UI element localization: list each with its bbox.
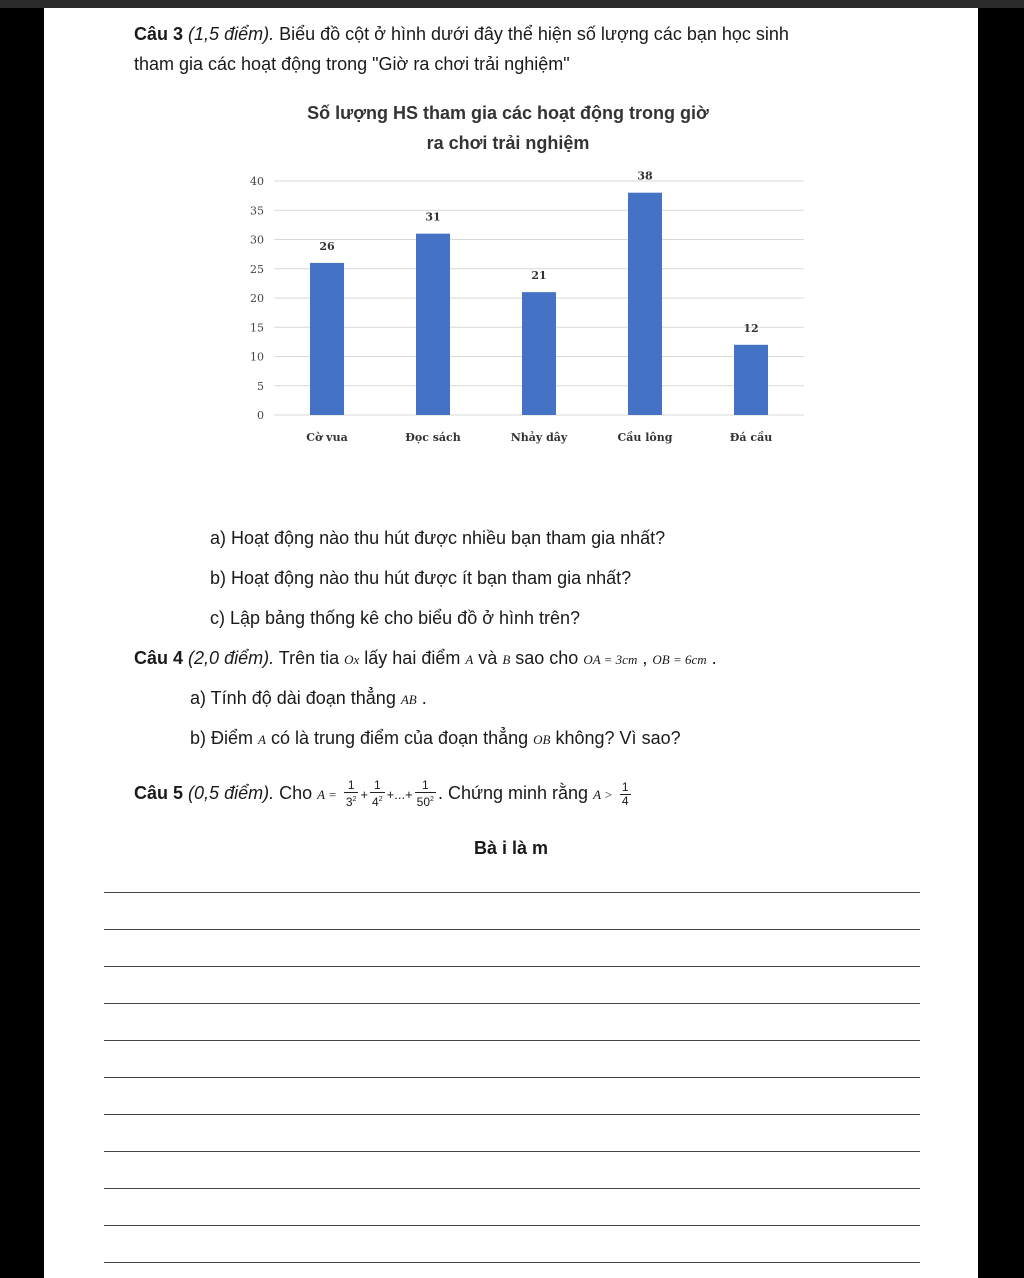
bar-chart: [194, 163, 814, 453]
answer-line: [104, 966, 920, 967]
answer-line: [104, 1262, 920, 1263]
q4-eq2: OB = 6cm: [652, 652, 707, 667]
answer-line: [104, 1003, 920, 1004]
y-tick-label: 35: [250, 204, 264, 218]
q4-text3: và: [473, 648, 503, 668]
y-tick-label: 15: [250, 321, 264, 335]
q4-sub-b-seg: OB: [533, 732, 551, 747]
q4-line: [134, 644, 964, 674]
q3-points: (1,5 điểm).: [188, 24, 275, 44]
answer-heading: Bà i là m: [473, 838, 549, 858]
q4-sub-b-text3: không? Vì sao?: [550, 728, 681, 748]
q3-text-line1: Biểu đồ cột ở hình dưới đây thể hiện số lượng các bạn học sinh: [274, 24, 789, 44]
x-category-label: Đọc sách: [405, 431, 461, 444]
q5-frac2-den: $4^2$: [372, 795, 383, 810]
q5-text1: Cho: [274, 783, 318, 803]
q4-sub-b: [190, 724, 681, 754]
x-category-label: Nhảy dây: [510, 431, 568, 444]
data-label: 38: [637, 169, 653, 183]
q5-claim-lhs: A >: [593, 787, 613, 802]
q5-label: Câu 5: [134, 783, 184, 803]
y-tick-label: 0: [257, 409, 264, 422]
q4-point-a: A: [465, 652, 474, 667]
chart-title-line1: Số lượng HS tham gia các hoạt động trong giờ: [307, 103, 709, 123]
q5-frac1-num: 1: [344, 779, 359, 793]
bar: [310, 263, 344, 415]
q5-frac2-num: 1: [370, 779, 385, 793]
answer-line: [104, 1225, 920, 1226]
y-tick-label: 30: [250, 233, 264, 247]
q4-text4: sao cho: [510, 648, 584, 668]
bar: [628, 193, 662, 415]
top-bar: [0, 0, 1024, 8]
q4-points: (2,0 điểm).: [188, 648, 275, 668]
q5-points: (0,5 điểm).: [188, 783, 275, 803]
answer-line: [104, 1188, 920, 1189]
y-tick-label: 40: [250, 175, 264, 188]
q3-line1: [134, 20, 954, 48]
y-tick-label: 25: [250, 262, 264, 276]
q5-claim-frac: [620, 781, 631, 808]
q5-frac3-num: 1: [415, 779, 436, 793]
q5-frac3-den: $50^2$: [416, 795, 434, 810]
q4-sub-b-text1: b) Điểm: [190, 728, 259, 748]
q3-text-line2: tham gia các hoạt động trong "Giờ ra chơi trải nghiệm": [134, 54, 570, 74]
data-label: 26: [319, 239, 335, 253]
q4-sub-b-point: A: [258, 732, 266, 747]
answer-line: [104, 929, 920, 930]
x-category-label: Cầu lông: [617, 431, 673, 444]
q4-point-b: B: [502, 652, 511, 667]
q3-label: Câu 3: [134, 24, 184, 44]
data-label: 21: [531, 269, 547, 283]
y-tick-label: 10: [250, 350, 264, 364]
answer-line: [104, 1151, 920, 1152]
q4-sub-b-text2: có là trung điểm của đoạn thẳng: [265, 728, 534, 748]
q5-plus1: +: [360, 787, 369, 802]
q4-sub-a-end: .: [416, 688, 427, 708]
data-label: 31: [425, 210, 441, 224]
q5-frac1-den: $3^2$: [345, 795, 357, 810]
q4-label: Câu 4: [134, 648, 184, 668]
answer-line: [104, 1040, 920, 1041]
chart-title: [244, 98, 772, 158]
q4-ray: Ox: [344, 652, 360, 667]
q4-end: .: [706, 648, 717, 668]
q3-sub-b: b) Hoạt động nào thu hút được ít bạn tham gia nhất?: [210, 568, 632, 588]
y-tick-label: 20: [250, 292, 264, 305]
q4-sub-a-text: a) Tính độ dài đoạn thẳng: [190, 688, 401, 708]
data-label: 12: [743, 321, 759, 335]
q5-lhs: A =: [317, 787, 337, 802]
worksheet-page: [44, 8, 978, 1278]
q4-eq1: OA = 3cm: [583, 652, 638, 667]
q5-frac2: [370, 779, 385, 809]
x-category-label: Đá cầu: [729, 431, 773, 444]
x-category-label: Cờ vua: [306, 431, 348, 444]
q4-sub-a: [190, 684, 427, 714]
q4-text2: lấy hai điểm: [359, 648, 466, 668]
q5-line: [134, 776, 964, 812]
chart-title-line2: ra chơi trải nghiệm: [426, 133, 590, 153]
q3-sub-a: a) Hoạt động nào thu hút được nhiều bạn tham gia nhất?: [210, 528, 666, 548]
y-tick-label: 5: [257, 379, 264, 393]
q4-sub-a-seg: AB: [400, 692, 417, 707]
answer-line: [104, 1077, 920, 1078]
q4-text1: Trên tia: [274, 648, 345, 668]
q5-frac1: [344, 779, 359, 809]
q5-claim-num: 1: [621, 779, 629, 794]
q5-frac3: [415, 779, 436, 809]
bar: [734, 345, 768, 415]
q5-plus2: +: [386, 787, 395, 802]
q5-text2: . Chứng minh rằng: [437, 783, 594, 803]
bar: [416, 234, 450, 415]
q5-dots: ...: [394, 787, 406, 802]
q5-claim-den: 4: [621, 793, 629, 808]
answer-line: [104, 1114, 920, 1115]
bar: [522, 292, 556, 415]
q3-sub-c: c) Lập bảng thống kê cho biểu đồ ở hình trên?: [210, 608, 581, 628]
q5-plus3: +: [405, 787, 413, 802]
q4-sep: ,: [637, 648, 653, 668]
answer-line: [104, 892, 920, 893]
